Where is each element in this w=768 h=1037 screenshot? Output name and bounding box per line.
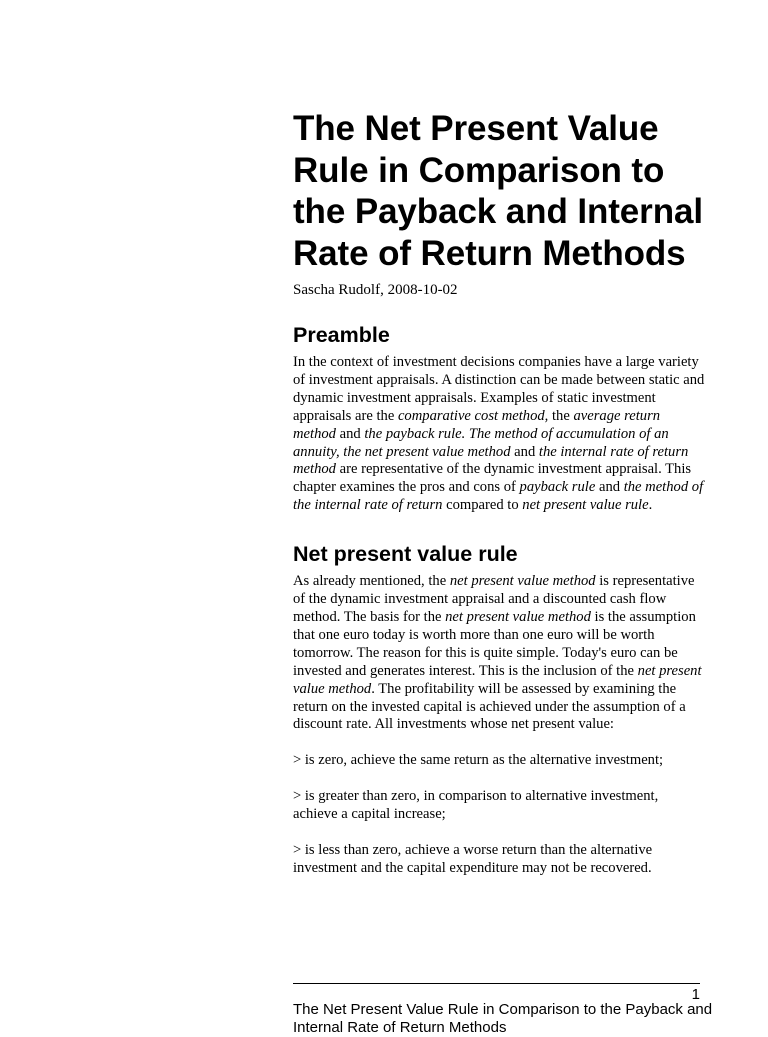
author-date-line: Sascha Rudolf, 2008-10-02 — [293, 282, 458, 298]
footer-divider — [293, 983, 700, 984]
emphasized-term: comparative cost method, — [397, 407, 549, 424]
emphasized-term: the method of the internal rate of return — [293, 479, 704, 514]
running-footer-title: The Net Present Value Rule in Comparison to the Payback and Internal Rate of Return Methods — [293, 1001, 713, 1036]
bullet-zero: > is zero, achieve the same return as the alternative investment; — [293, 752, 664, 769]
preamble-paragraph: In the context of investment decisions companies have a large variety of investment appraisals. A distinction can be made between static and dynamic investment appraisals. Examples of static investment appraisals are the comparative cost method, the average return method and the payback rule. The method of accumulation of an annuity, the net present value method and the internal rate of return method are representative of the dynamic investment appraisal. This chapter examines the pros and cons of payback rule and the method of the internal rate of return compared to net present value rule. — [293, 354, 705, 514]
npv-rule-heading: Net present value rule — [293, 542, 518, 567]
bullet-greater-than-zero: > is greater than zero, in comparison to alternative investment, achieve a capital increase; — [293, 788, 659, 823]
emphasized-term: payback rule — [519, 479, 596, 496]
document-title: The Net Present Value Rule in Comparison to the Payback and Internal Rate of Return Methods — [293, 109, 703, 273]
npv-rule-paragraph: As already mentioned, the net present value method is representative of the dynamic investment appraisal and a discounted cash flow method. The basis for the net present value method is the assumption that one euro today is worth more than one euro will be worth tomorrow. The reason for this is quite simple. Today's euro can be invested and generates interest. This is the inclusion of the net present value method. The profitability will be assessed by examining the return on the invested capital is achieved under the assumption of a discount rate. All investments whose net present value: — [293, 573, 702, 733]
page-content — [293, 108, 705, 878]
bullet-less-than-zero: > is less than zero, achieve a worse return than the alternative investment and the capital expenditure may not be recovered. — [293, 842, 653, 876]
emphasized-term: net present value method — [449, 573, 596, 590]
emphasized-term: the internal rate of return method — [293, 443, 689, 478]
emphasized-term: net present value method — [293, 662, 702, 697]
emphasized-term: net present value rule — [522, 497, 649, 514]
preamble-heading: Preamble — [293, 323, 390, 347]
emphasized-term: the payback rule. The method of accumulation of an annuity, the net present value method — [293, 425, 669, 460]
emphasized-term: average return method — [293, 407, 661, 442]
emphasized-term: net present value method — [445, 608, 591, 625]
page-number: 1 — [691, 986, 700, 1003]
